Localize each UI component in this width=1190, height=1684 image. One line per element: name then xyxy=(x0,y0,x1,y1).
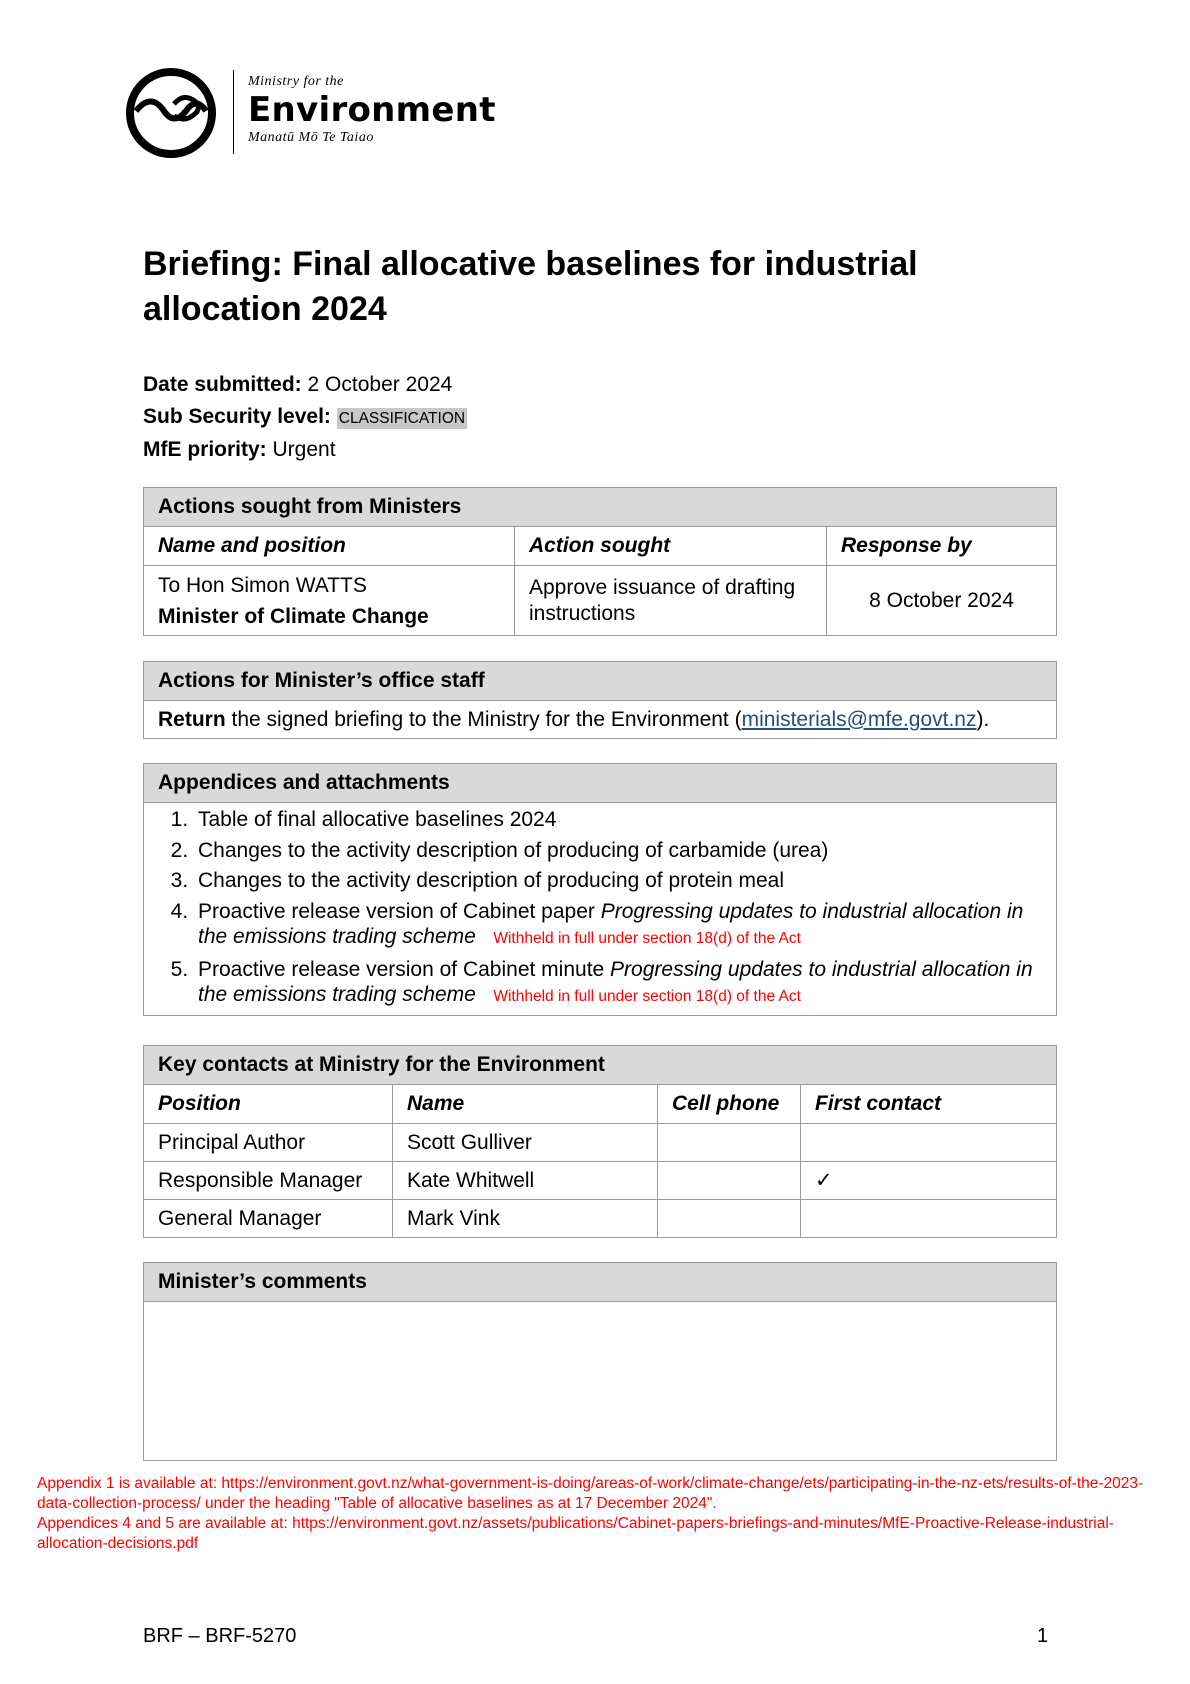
table-row xyxy=(144,1200,1057,1238)
appendix-item xyxy=(194,838,1042,864)
date-label: Date submitted: xyxy=(143,373,302,396)
col-position: Position xyxy=(144,1085,393,1124)
key-contacts-header: Key contacts at Ministry for the Environment xyxy=(144,1046,1057,1085)
mfe-priority xyxy=(143,434,467,466)
page-title: Briefing: Final allocative baselines for industrial allocation 2024 xyxy=(143,245,918,328)
office-actions-header: Actions for Minister’s office staff xyxy=(144,662,1057,701)
appendix-availability-note xyxy=(37,1474,1157,1554)
priority-label: MfE priority: xyxy=(143,438,267,461)
logo-separator xyxy=(233,70,234,154)
appendix-item xyxy=(194,868,1042,894)
withheld-note: Withheld in full under section 18(d) of the Act xyxy=(493,988,801,1005)
appendix-3-text: Changes to the activity description of producing of protein meal xyxy=(198,869,785,892)
contact-first xyxy=(801,1124,1057,1162)
contact-first xyxy=(801,1200,1057,1238)
withheld-note: Withheld in full under section 18(d) of the Act xyxy=(493,930,801,947)
appendix-item xyxy=(194,957,1042,1010)
logo-wordmark xyxy=(248,74,496,146)
col-cell-phone: Cell phone xyxy=(658,1085,801,1124)
appendices-list-cell xyxy=(144,803,1057,1016)
contact-phone xyxy=(658,1162,801,1200)
office-actions-text xyxy=(144,701,1057,739)
appendix-item xyxy=(194,807,1042,833)
footnote-line-1: Appendix 1 is available at: https://environment.govt.nz/what-government-is-doing/areas-of-work/climate-change/ets/participating-in-the-nz-ets/results-of-the-2023-data-collection-process/ under the heading "Table of allocative baselines as at 17 December 2024". xyxy=(37,1475,1144,1512)
appendix-5-title: Progressing updates to industrial allocation in the emissions trading scheme xyxy=(198,957,1033,1006)
response-by-value: 8 October 2024 xyxy=(827,566,1057,636)
return-text-end: ). xyxy=(976,707,990,731)
minister-cell xyxy=(144,566,515,636)
contact-position: General Manager xyxy=(144,1200,393,1238)
date-submitted xyxy=(143,369,467,401)
col-response-by: Response by xyxy=(827,527,1057,566)
contact-name: Kate Whitwell xyxy=(393,1162,658,1200)
col-first-contact: First contact xyxy=(801,1085,1057,1124)
col-name: Name xyxy=(393,1085,658,1124)
table-row xyxy=(144,1162,1057,1200)
key-contacts-table xyxy=(143,1045,1057,1238)
contact-name: Mark Vink xyxy=(393,1200,658,1238)
appendices-list xyxy=(158,807,1042,1010)
appendix-4-title: Progressing updates to industrial allocation in the emissions trading scheme xyxy=(198,899,1024,948)
briefing-meta xyxy=(143,369,467,466)
page-number: 1 xyxy=(1037,1625,1049,1647)
appendix-item xyxy=(194,899,1042,952)
ministers-comments-table xyxy=(143,1262,1057,1461)
ministers-comments-box[interactable] xyxy=(144,1302,1057,1461)
ministerials-email-link[interactable]: ministerials@mfe.govt.nz xyxy=(741,707,977,731)
contact-phone xyxy=(658,1200,801,1238)
col-name-position: Name and position xyxy=(144,527,515,566)
col-action-sought: Action sought xyxy=(515,527,827,566)
action-sought-value: Approve issuance of drafting instructions xyxy=(515,566,827,636)
logo-line-1: Ministry for the xyxy=(248,74,344,89)
security-label: Sub Security level: xyxy=(143,404,331,428)
footnote-line-2: Appendices 4 and 5 are available at: https://environment.govt.nz/assets/publications/Cabinet-papers-briefings-and-minutes/MfE-Proactive-Release-industrial-allocation-decisions.pdf xyxy=(37,1515,1114,1552)
appendices-header: Appendices and attachments xyxy=(144,764,1057,803)
ministers-comments-header: Minister’s comments xyxy=(144,1263,1057,1302)
contact-position: Responsible Manager xyxy=(144,1162,393,1200)
check-icon: ✓ xyxy=(801,1162,1057,1200)
appendix-4-text: Proactive release version of Cabinet paper xyxy=(198,899,601,923)
contact-phone xyxy=(658,1124,801,1162)
appendix-5-text: Proactive release version of Cabinet minute xyxy=(198,957,611,981)
briefing-reference: BRF – BRF-5270 xyxy=(143,1625,297,1647)
priority-value: Urgent xyxy=(272,438,336,461)
minister-name: To Hon Simon WATTS xyxy=(158,573,367,597)
minister-position: Minister of Climate Change xyxy=(158,604,429,628)
contact-name: Scott Gulliver xyxy=(393,1124,658,1162)
date-value: 2 October 2024 xyxy=(307,373,453,396)
appendix-1-text: Table of final allocative baselines 2024 xyxy=(198,808,557,831)
actions-sought-header: Actions sought from Ministers xyxy=(144,488,1057,527)
actions-sought-table xyxy=(143,487,1057,636)
table-row xyxy=(144,1124,1057,1162)
security-level xyxy=(143,401,467,435)
logo-line-3: Manatū Mō Te Taiao xyxy=(248,130,374,145)
contact-position: Principal Author xyxy=(144,1124,393,1162)
appendix-2-text: Changes to the activity description of producing of carbamide (urea) xyxy=(198,838,829,862)
logo-line-2: Environment xyxy=(248,90,496,130)
return-text: the signed briefing to the Ministry for the Environment ( xyxy=(225,707,742,731)
classification-badge: CLASSIFICATION xyxy=(338,409,466,427)
appendices-table xyxy=(143,763,1057,1016)
office-actions-table xyxy=(143,661,1057,739)
return-label: Return xyxy=(158,707,226,731)
